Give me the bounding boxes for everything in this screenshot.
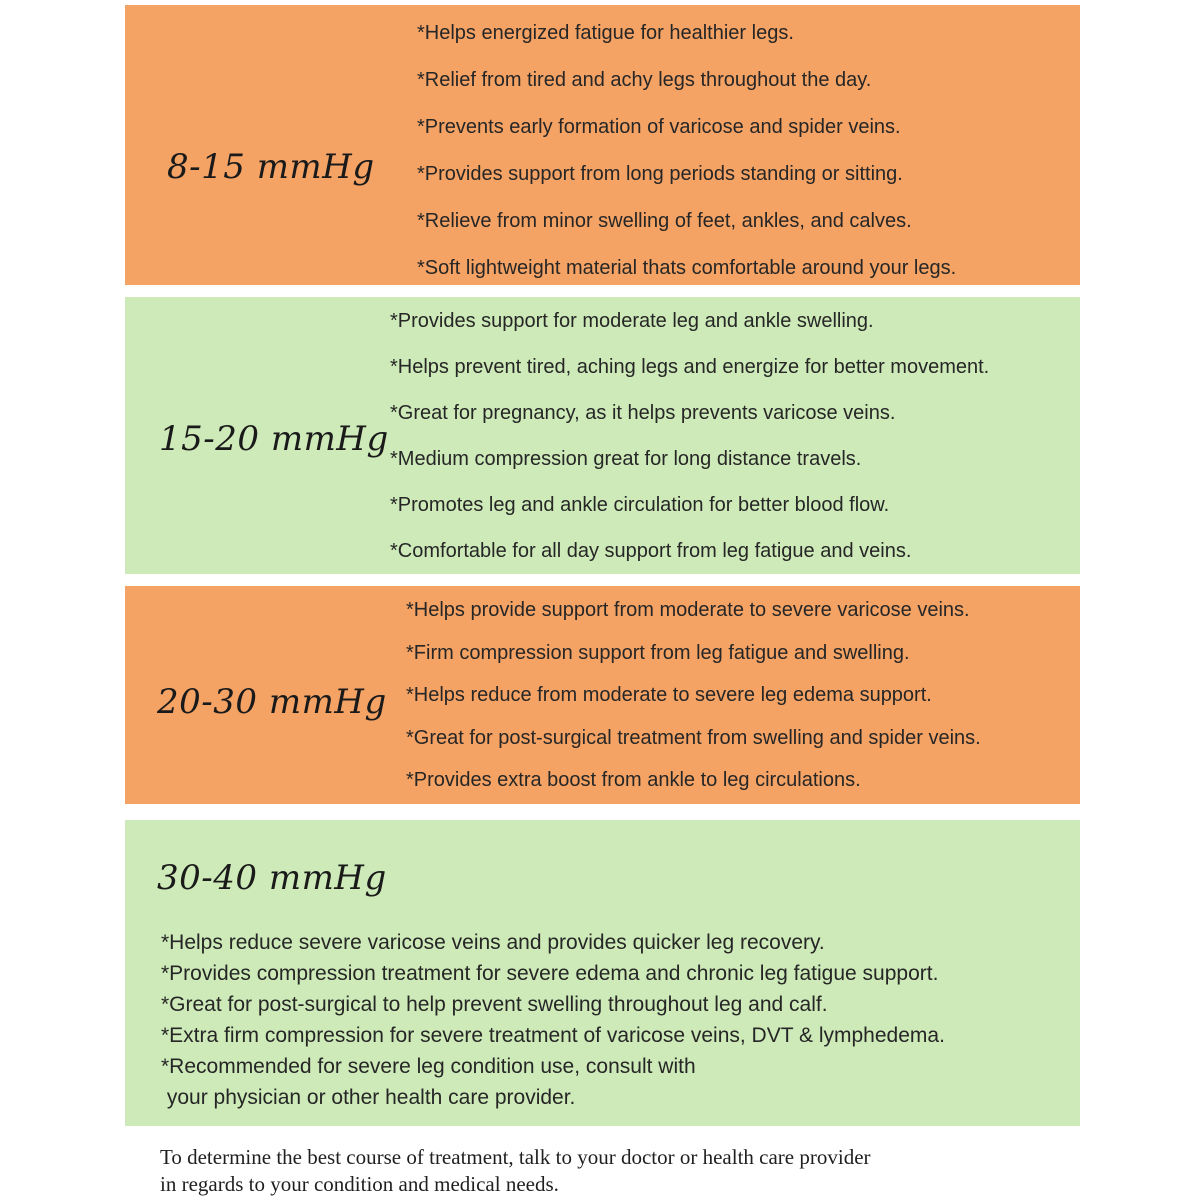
section-30-40-mmhg: [125, 820, 1080, 1126]
list-item: *Prevents early formation of varicose and spider veins.: [417, 116, 901, 138]
list-item: *Helps provide support from moderate to severe varicose veins.: [406, 599, 970, 621]
list-item: *Helps energized fatigue for healthier legs.: [417, 22, 794, 44]
list-item: *Great for post-surgical to help prevent swelling throughout leg and calf.: [161, 993, 828, 1016]
list-item: *Relief from tired and achy legs throughout the day.: [417, 69, 872, 91]
list-item: *Comfortable for all day support from leg fatigue and veins.: [390, 540, 912, 562]
list-item: *Helps reduce severe varicose veins and provides quicker leg recovery.: [161, 931, 825, 954]
list-item: *Recommended for severe leg condition use, consult with: [161, 1055, 696, 1078]
pressure-label: 15-20 mmHg: [159, 419, 389, 459]
list-item: *Soft lightweight material thats comfortable around your legs.: [417, 257, 957, 279]
list-item: your physician or other health care provider.: [161, 1086, 576, 1109]
pressure-label: 30-40 mmHg: [157, 858, 387, 898]
footer-line: in regards to your condition and medical needs.: [160, 1172, 559, 1196]
benefit-list: [417, 23, 956, 305]
list-item: *Great for pregnancy, as it helps prevents varicose veins.: [390, 402, 896, 424]
section-8-15-mmhg: [125, 5, 1080, 285]
footer-note: [160, 1144, 1060, 1198]
list-item: *Provides support for moderate leg and ankle swelling.: [390, 310, 874, 332]
list-item: *Helps reduce from moderate to severe leg edema support.: [406, 684, 932, 706]
list-item: *Helps prevent tired, aching legs and energize for better movement.: [390, 356, 990, 378]
list-item: *Provides compression treatment for severe edema and chronic leg fatigue support.: [161, 962, 939, 985]
list-item: *Medium compression great for long distance travels.: [390, 448, 862, 470]
list-item: *Promotes leg and ankle circulation for better blood flow.: [390, 494, 890, 516]
pressure-label: 8-15 mmHg: [167, 147, 375, 187]
footer-line: To determine the best course of treatment, talk to your doctor or health care provider: [160, 1145, 871, 1169]
benefit-list: [390, 311, 989, 587]
section-15-20-mmhg: [125, 297, 1080, 574]
benefit-list: [406, 600, 981, 813]
list-item: *Firm compression support from leg fatigue and swelling.: [406, 641, 910, 664]
section-20-30-mmhg: [125, 586, 1080, 804]
list-item: *Relieve from minor swelling of feet, ankles, and calves.: [417, 210, 912, 232]
list-item: *Provides support from long periods standing or sitting.: [417, 163, 903, 185]
list-item: *Great for post-surgical treatment from swelling and spider veins.: [406, 726, 981, 749]
benefit-list: [161, 932, 945, 1118]
pressure-label: 20-30 mmHg: [157, 682, 387, 722]
list-item: *Provides extra boost from ankle to leg circulations.: [406, 769, 861, 791]
list-item: *Extra firm compression for severe treatment of varicose veins, DVT & lymphedema.: [161, 1024, 945, 1047]
